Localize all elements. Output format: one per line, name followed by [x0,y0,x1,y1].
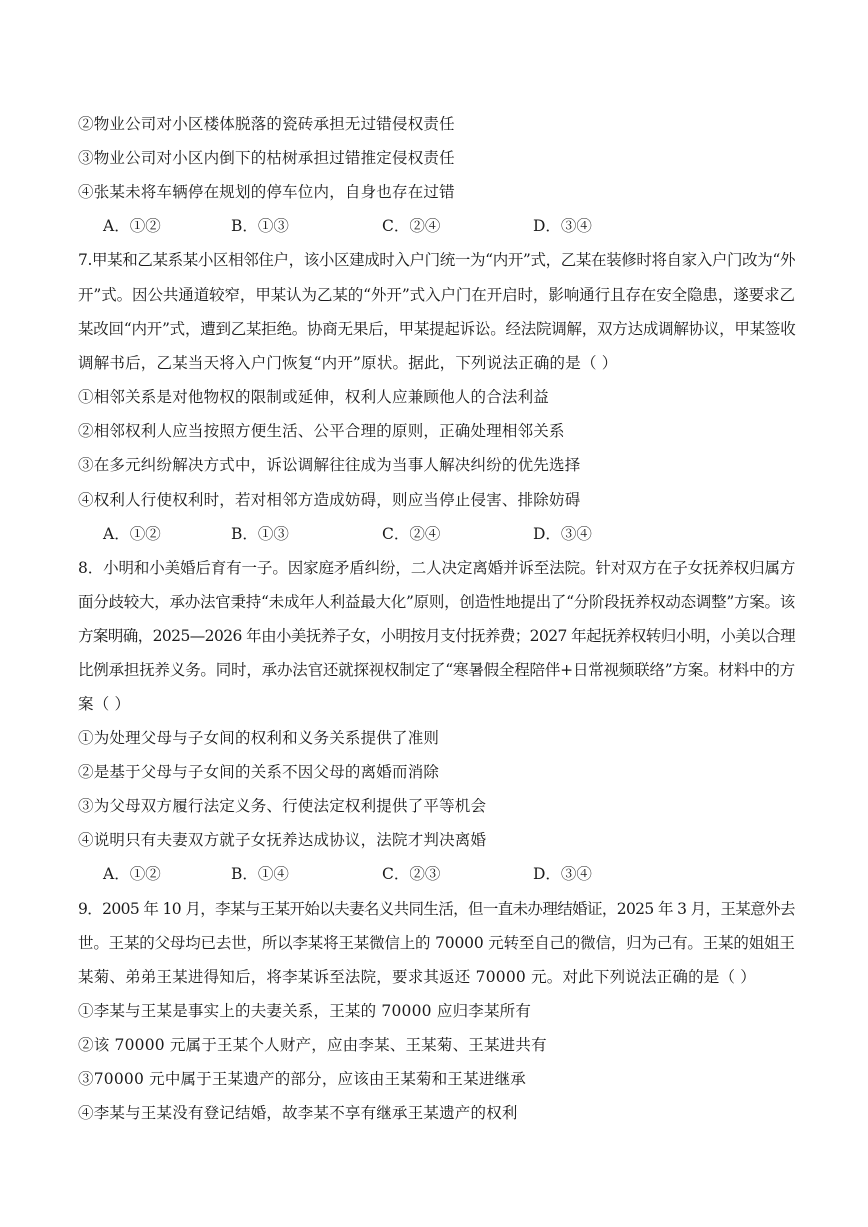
q7-option-4: ④权利人行使权利时，若对相邻方造成妨碍，则应当停止侵害、排除妨碍 [78,491,581,509]
q8-stem-line: 案（ ） [78,695,131,713]
q6-option-2: ②物业公司对小区楼体脱落的瓷砖承担无过错侵权责任 [78,115,455,133]
q8-choice-d: D．③④ [533,865,592,883]
q7-choice-a: A．①② [103,525,161,543]
q7-stem-line: 开”式。因公共通道较窄，甲某认为乙某的“外开”式入户门在开启时，影响通行且存在安全隐患，遂要求乙 [78,286,795,304]
q8-choice-b: B．①④ [231,865,289,883]
q7-option-3: ③在多元纠纷解决方式中，诉讼调解往往成为当事人解决纠纷的优先选择 [78,456,581,474]
q7-option-1: ①相邻关系是对他物权的限制或延伸，权利人应兼顾他人的合法利益 [78,388,550,406]
q7-stem-line: 调解书后，乙某当天将入户门恢复“内开”原状。据此，下列说法正确的是（ ） [78,354,618,372]
q6-choice-c: C．②④ [382,217,441,235]
q9-option-3: ③70000 元中属于王某遗产的部分，应该由王某菊和王某进继承 [78,1070,526,1088]
q8-option-2: ②是基于父母与子女间的关系不因父母的离婚而消除 [78,763,440,781]
q7-stem-line: 7.甲某和乙某系某小区相邻住户，该小区建成时入户门统一为“内开”式，乙某在装修时将自家入户门改为“外 [78,251,796,269]
q8-choice-c: C．②③ [382,865,441,883]
q9-stem-line: 世。王某的父母均已去世，所以李某将王某微信上的 70000 元转至自己的微信，归为己有。王某的姐姐王 [78,934,795,952]
q9-option-2: ②该 70000 元属于王某个人财产，应由李某、王某菊、王某进共有 [78,1036,547,1054]
q8-choice-a: A．①② [103,865,161,883]
q7-stem-line: 某改回“内开”式，遭到乙某拒绝。协商无果后，甲某提起诉讼。经法院调解，双方达成调解协议，甲某签收 [78,320,796,338]
q8-stem-line: 比例承担抚养义务。同时，承办法官还就探视权制定了“寒暑假全程陪伴+日常视频联络”方案。材料中的方 [78,661,795,679]
q9-option-1: ①李某与王某是事实上的夫妻关系，王某的 70000 应归李某所有 [78,1002,532,1020]
q9-stem-line: 9．2005 年 10 月，李某与王某开始以夫妻名义共同生活，但一直未办理结婚证，2025 年 3 月，王某意外去 [78,900,795,918]
q7-choice-b: B．①③ [231,525,289,543]
q6-choice-a: A．①② [103,217,161,235]
q8-option-1: ①为处理父母与子女间的权利和义务关系提供了准则 [78,729,440,747]
q8-option-3: ③为父母双方履行法定义务、行使法定权利提供了平等机会 [78,797,487,815]
q6-choice-b: B．①③ [231,217,289,235]
q6-option-3: ③物业公司对小区内倒下的枯树承担过错推定侵权责任 [78,149,455,167]
q9-option-4: ④李某与王某没有登记结婚，故李某不享有继承王某遗产的权利 [78,1104,518,1122]
q7-choice-c: C．②④ [382,525,441,543]
q8-option-4: ④说明只有夫妻双方就子女抚养达成协议，法院才判决离婚 [78,831,487,849]
q7-option-2: ②相邻权利人应当按照方便生活、公平合理的原则，正确处理相邻关系 [78,422,565,440]
q6-choice-d: D．③④ [533,217,592,235]
q8-stem-line: 面分歧较大，承办法官秉持“未成年人利益最大化”原则，创造性地提出了“分阶段抚养权动态调整”方案。该 [78,593,795,611]
q8-stem-line: 方案明确，2025—2026 年由小美抚养子女，小明按月支付抚养费；2027 年起抚养权转归小明，小美以合理 [78,627,795,645]
q8-stem-line: 8．小明和小美婚后育有一子。因家庭矛盾纠纷，二人决定离婚并诉至法院。针对双方在子女抚养权归属方 [78,559,796,577]
q9-stem-line: 某菊、弟弟王某进得知后，将李某诉至法院，要求其返还 70000 元。对此下列说法正确的是（ ） [78,968,756,986]
q6-option-4: ④张某未将车辆停在规划的停车位内，自身也存在过错 [78,183,455,201]
q7-choice-d: D．③④ [533,525,592,543]
